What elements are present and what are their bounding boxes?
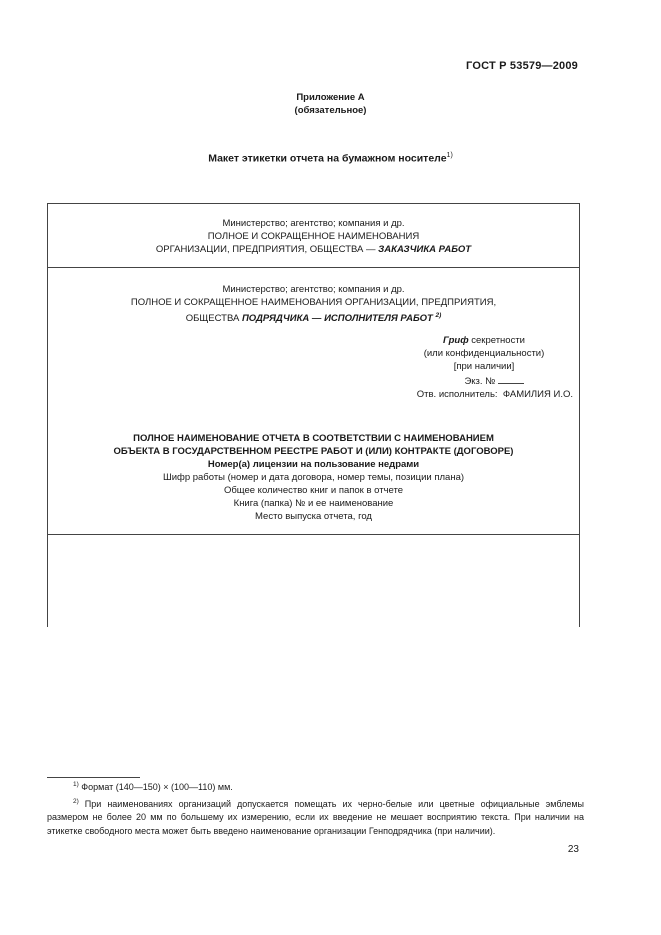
footnote-1 bbox=[47, 778, 584, 795]
contractor-line-3-prefix: ОБЩЕСТВА bbox=[185, 313, 242, 325]
secrecy-rest: секретности bbox=[468, 335, 525, 346]
report-title-1: ПОЛНОЕ НАИМЕНОВАНИЕ ОТЧЕТА В СООТВЕТСТВИИ С НАИМЕНОВАНИЕМ bbox=[133, 433, 494, 444]
book-line: Книга (папка) № и ее наименование bbox=[233, 498, 394, 509]
contractor-line-1: Министерство; агентство; компания и др. bbox=[222, 284, 405, 295]
secrecy-line-3: [при наличии] bbox=[453, 361, 515, 372]
cipher-line: Шифр работы (номер и дата договора, номер темы, позиции плана) bbox=[162, 472, 465, 483]
secrecy-line-2: (или конфиденциальности) bbox=[423, 348, 545, 359]
appendix-status: (обязательное) bbox=[294, 105, 367, 116]
executor-label: Отв. исполнитель: bbox=[416, 389, 498, 400]
executor-block bbox=[417, 388, 573, 401]
bottom-divider bbox=[48, 534, 579, 535]
footnote-ref-1: 1) bbox=[446, 152, 453, 159]
client-line-3-prefix: ОРГАНИЗАЦИИ, ПРЕДПРИЯТИЯ, ОБЩЕСТВА — bbox=[155, 244, 379, 255]
client-line-1: Министерство; агентство; компания и др. bbox=[222, 218, 405, 229]
appendix-title: Приложение А bbox=[296, 92, 365, 103]
report-block bbox=[48, 432, 579, 523]
license-line: Номер(а) лицензии на пользование недрами bbox=[207, 459, 420, 470]
footnote-1-text: Формат (140—150) × (100—110) мм. bbox=[78, 782, 233, 792]
client-line-3 bbox=[48, 243, 579, 256]
secrecy-line-1 bbox=[409, 334, 559, 347]
count-line: Общее количество книг и папок в отчете bbox=[223, 485, 404, 496]
place-line: Место выпуска отчета, год bbox=[255, 511, 372, 522]
section-divider bbox=[48, 267, 579, 268]
executor-value: ФАМИЛИЯ И.О. bbox=[502, 389, 573, 400]
footnote-ref-2: 2) bbox=[435, 312, 442, 319]
footnote-2 bbox=[47, 795, 584, 839]
layout-title bbox=[0, 152, 661, 165]
contractor-section bbox=[48, 283, 579, 325]
layout-title-text: Макет этикетки отчета на бумажном носителе bbox=[208, 152, 447, 165]
label-frame bbox=[47, 203, 580, 627]
contractor-line-2: ПОЛНОЕ И СОКРАЩЕННОЕ НАИМЕНОВАНИЯ ОРГАНИЗАЦИИ, ПРЕДПРИЯТИЯ, bbox=[130, 297, 497, 308]
copy-blank bbox=[498, 374, 524, 384]
report-title-2: ОБЪЕКТА В ГОСУДАРСТВЕННОМ РЕЕСТРЕ РАБОТ И (ИЛИ) КОНТРАКТЕ (ДОГОВОРЕ) bbox=[113, 446, 514, 457]
footnote-2-ref: 2) bbox=[73, 797, 79, 805]
secrecy-block bbox=[409, 334, 559, 373]
client-line-2: ПОЛНОЕ И СОКРАЩЕННОЕ НАИМЕНОВАНИЯ bbox=[207, 231, 420, 242]
appendix-heading bbox=[0, 91, 661, 117]
footnotes bbox=[47, 778, 584, 838]
page-number: 23 bbox=[567, 844, 579, 855]
secrecy-emph: Гриф bbox=[443, 335, 469, 346]
client-section bbox=[48, 217, 579, 256]
copy-number bbox=[464, 374, 524, 388]
contractor-line-3 bbox=[48, 309, 579, 325]
client-role: ЗАКАЗЧИКА РАБОТ bbox=[378, 244, 472, 255]
copy-label: Экз. № bbox=[464, 376, 496, 387]
footnote-1-ref: 1) bbox=[73, 781, 79, 788]
footnote-2-text: При наименованиях организаций допускается помещать их черно-белые или цветные официальные эмблемы размером не более 20 мм по большему их измерению, если их введение не мешает восприятию текста. При наличии на этикетке свободного места может быть введено наименование организации Генподрядчика (при наличии). bbox=[47, 798, 584, 836]
standard-number: ГОСТ Р 53579—2009 bbox=[466, 60, 578, 72]
contractor-role: ПОДРЯДЧИКА — ИСПОЛНИТЕЛЯ РАБОТ bbox=[241, 313, 433, 325]
